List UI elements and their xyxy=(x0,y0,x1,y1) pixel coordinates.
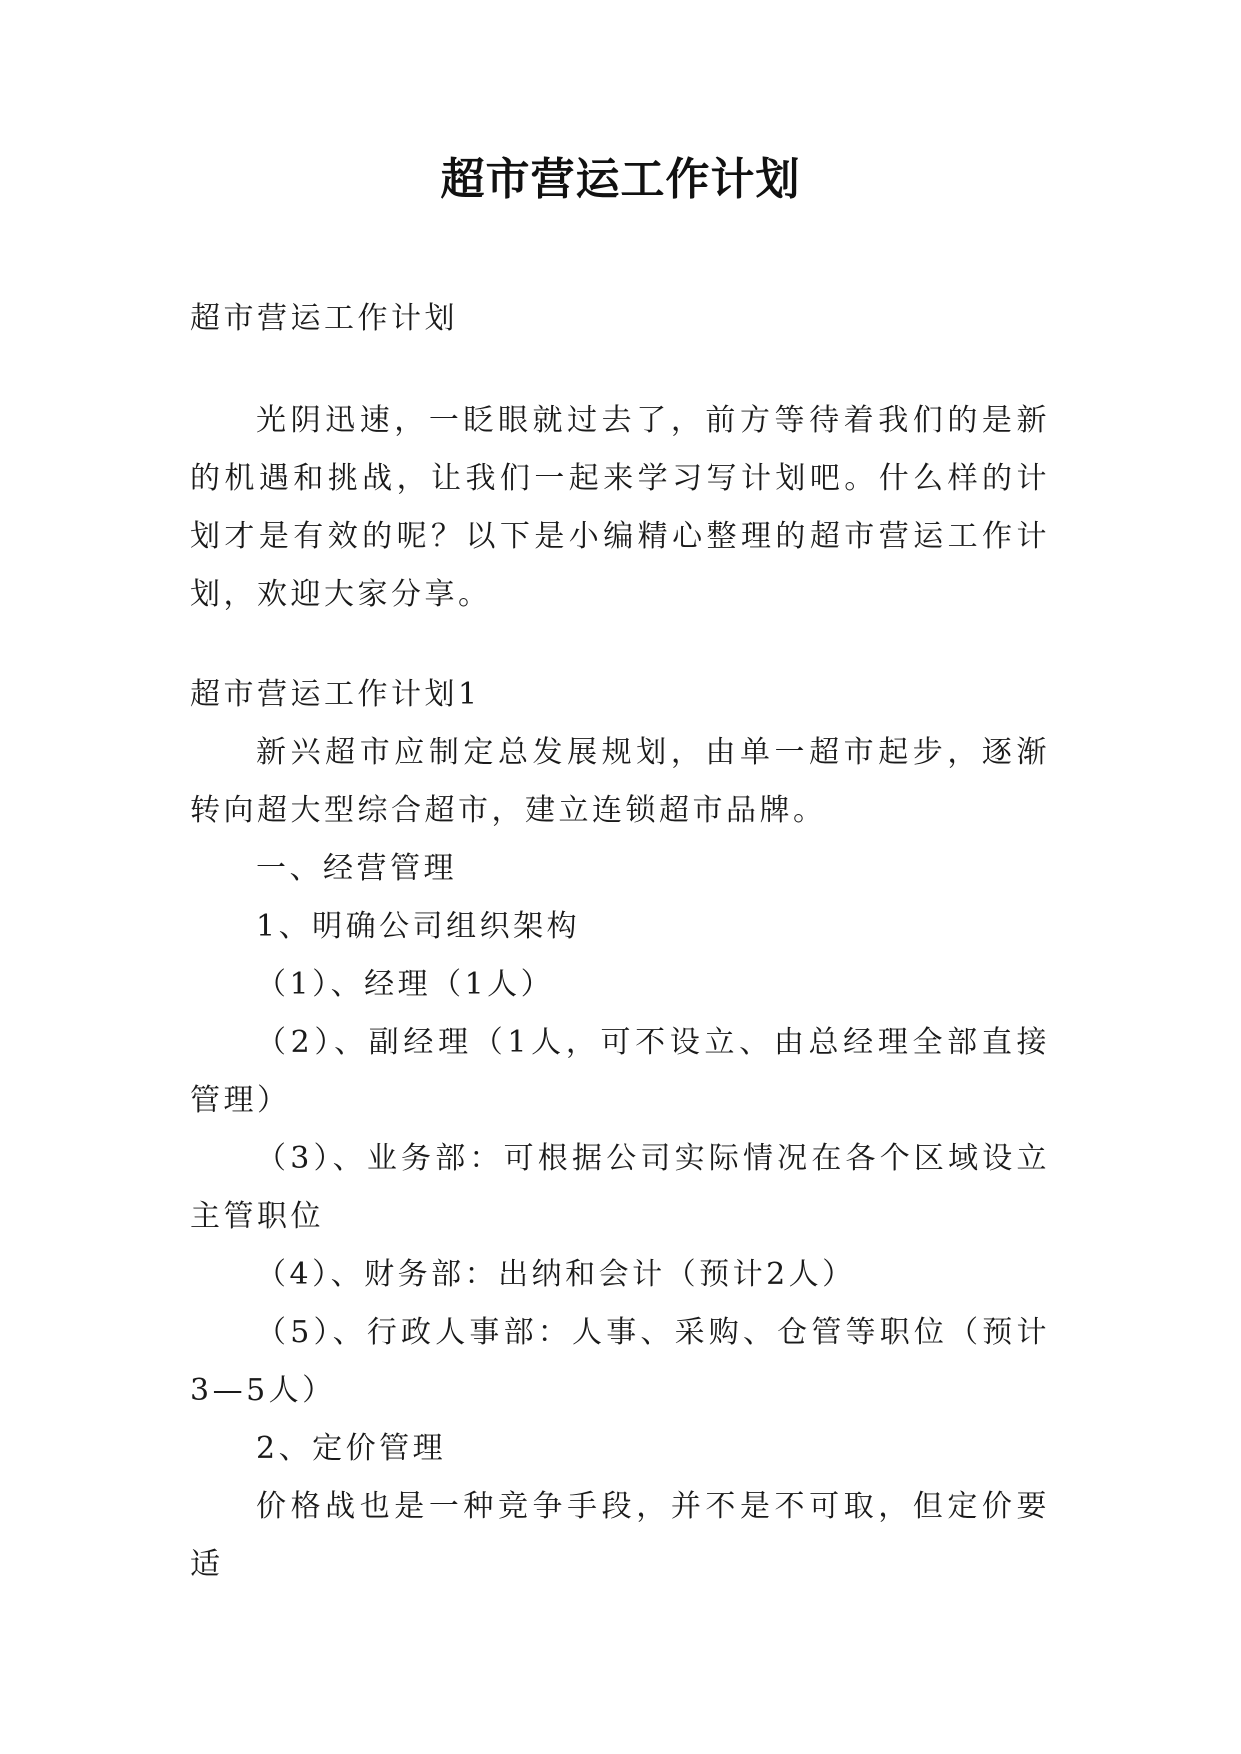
list-item: （4）、财务部：出纳和会计（预计2人） xyxy=(256,1257,856,1292)
paragraph: 新兴超市应制定总发展规划，由单一超市起步，逐渐转向超大型综合超市，建立连锁超市品牌。 xyxy=(190,735,1050,828)
subsection-heading-pricing: 2、定价管理 xyxy=(256,1431,447,1466)
paragraph: 价格战也是一种竞争手段，并不是不可取，但定价要适 xyxy=(190,1489,1050,1582)
document-subtitle: 超市营运工作计划 xyxy=(190,301,458,336)
list-item: （3）、业务部：可根据公司实际情况在各个区域设立主管职位 xyxy=(190,1141,1050,1234)
subsection-heading-org-structure: 1、明确公司组织架构 xyxy=(256,909,581,944)
list-item: （2）、副经理（1人，可不设立、由总经理全部直接管理） xyxy=(190,1025,1050,1118)
document-title: 超市营运工作计划 xyxy=(440,154,801,205)
list-item: （1）、经理（1人） xyxy=(256,967,555,1002)
section-heading-operations: 一、经营管理 xyxy=(256,851,457,886)
list-item: （5）、行政人事部：人事、采购、仓管等职位（预计3—5人） xyxy=(190,1315,1050,1408)
plan-1-heading: 超市营运工作计划1 xyxy=(190,677,481,712)
document-body xyxy=(190,290,1050,1594)
intro-paragraph: 光阴迅速，一眨眼就过去了，前方等待着我们的是新的机遇和挑战，让我们一起来学习写计划吧。什么样的计划才是有效的呢？以下是小编精心整理的超市营运工作计划，欢迎大家分享。 xyxy=(190,403,1050,612)
